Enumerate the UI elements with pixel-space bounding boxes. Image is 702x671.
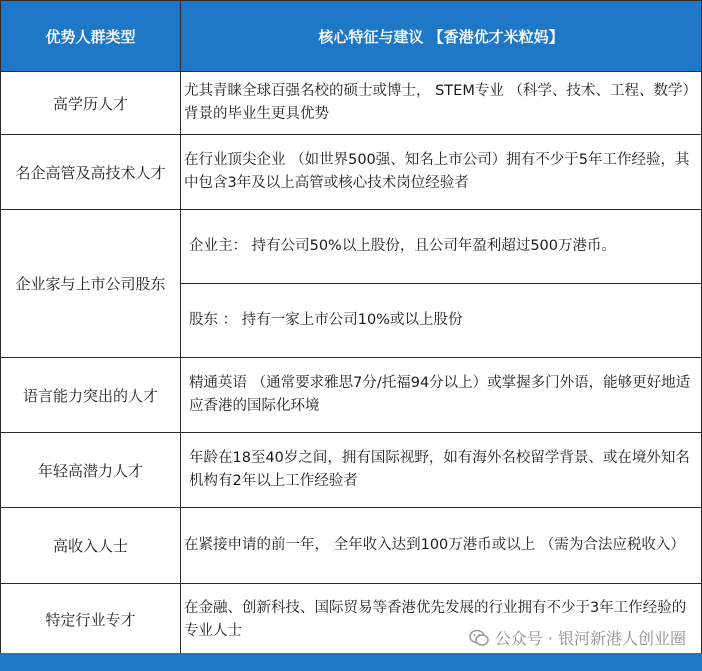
row-desc-shareholder: 股东 ： 持有一家上市公司10%或以上股份	[181, 284, 702, 358]
header-type: 优势人群类型	[1, 1, 181, 72]
table-row	[1, 508, 702, 584]
row-type: 高收入人士	[1, 508, 181, 584]
table-header-row	[1, 1, 702, 72]
table-row	[1, 135, 702, 210]
row-type: 特定行业专才	[1, 584, 181, 656]
table-row	[1, 72, 702, 135]
table-row	[1, 210, 702, 284]
row-desc-owner: 企业主： 持有公司50%以上股份，且公司年盈利超过500万港币。	[181, 210, 702, 284]
footer-band	[0, 653, 702, 671]
row-type: 年轻高潜力人才	[1, 433, 181, 508]
row-desc: 在金融、创新科技、国际贸易等香港优先发展的行业拥有不少于3年工作经验的专业人士	[181, 584, 702, 656]
row-type: 高学历人才	[1, 72, 181, 135]
row-type: 名企高管及高技术人才	[1, 135, 181, 210]
table-row	[1, 433, 702, 508]
header-features: 核心特征与建议 【香港优才米粒妈】	[181, 1, 702, 72]
watermark	[469, 626, 686, 649]
row-desc: 尤其青睐全球百强名校的硕士或博士， STEM专业 （科学、技术、工程、数学）背景的毕业生更具优势	[181, 72, 702, 135]
row-type: 企业家与上市公司股东	[1, 210, 181, 358]
wechat-logo-icon	[469, 629, 489, 647]
watermark-text: 公众号 · 银河新港人创业圈	[494, 629, 686, 648]
row-desc: 精通英语 （通常要求雅思7分/托福94分以上）或掌握多门外语，能够更好地适应香港的国际化环境	[181, 358, 702, 433]
row-type: 语言能力突出的人才	[1, 358, 181, 433]
row-desc: 年龄在18至40岁之间，拥有国际视野，如有海外名校留学背景、或在境外知名机构有2年以上工作经验者	[181, 433, 702, 508]
row-desc: 在行业顶尖企业 （如世界500强、知名上市公司）拥有不少于5年工作经验，其中包含3年及以上高管或核心技术岗位经验者	[181, 135, 702, 210]
table-row	[1, 358, 702, 433]
row-desc: 在紧接申请的前一年， 全年收入达到100万港币或以上 （需为合法应税收入）	[181, 508, 702, 584]
